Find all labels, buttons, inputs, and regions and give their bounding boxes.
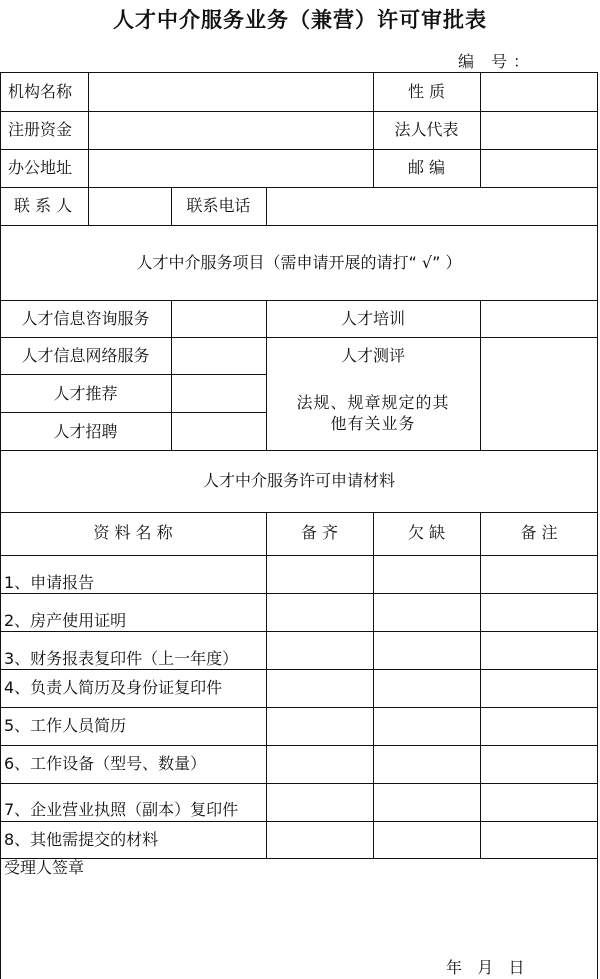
org-name-label: 机构名称 (8, 82, 73, 101)
service-training: 人才培训 (340, 309, 405, 328)
material-row: 3、财务报表复印件（上一年度） (4, 649, 239, 668)
date-label: 年 月 日 (446, 958, 525, 977)
row-divider (0, 374, 266, 375)
row-divider (0, 187, 598, 188)
material-row: 4、负责人简历及身份证复印件 (4, 678, 223, 697)
contact-label: 联 系 人 (14, 196, 73, 215)
column-header-remarks: 备 注 (520, 523, 558, 542)
row-divider (0, 555, 598, 556)
col-divider (171, 300, 172, 450)
row-divider (0, 337, 598, 338)
legal-rep-label: 法人代表 (394, 120, 459, 139)
material-row: 6、工作设备（型号、数量） (4, 754, 207, 773)
row-divider (0, 631, 598, 632)
row-divider (0, 149, 598, 150)
row-divider (0, 669, 598, 670)
material-row: 5、工作人员简历 (4, 716, 127, 735)
service-assessment: 人才测评 (340, 346, 405, 365)
row-divider (0, 858, 598, 859)
capital-label: 注册资金 (8, 120, 73, 139)
address-label: 办公地址 (8, 158, 73, 177)
col-divider (88, 72, 89, 225)
serial-number-label: 编 号： (458, 52, 536, 71)
service-other-line2: 他有关业务 (330, 414, 416, 433)
nature-label: 性 质 (407, 82, 446, 101)
row-divider (0, 111, 598, 112)
material-row: 8、其他需提交的材料 (4, 830, 159, 849)
row-divider (0, 593, 598, 594)
service-recommend: 人才推荐 (53, 384, 118, 403)
row-divider (0, 821, 598, 822)
service-recruit: 人才招聘 (53, 422, 118, 441)
services-heading: 人才中介服务项目（需申请开展的请打“ √” ） (136, 253, 462, 272)
material-row: 2、房产使用证明 (4, 611, 127, 630)
service-other-line1: 法规、规章规定的其 (296, 393, 450, 412)
service-info-network: 人才信息网络服务 (21, 346, 150, 365)
postcode-label: 邮 编 (407, 158, 446, 177)
col-divider (480, 300, 481, 450)
row-divider (0, 300, 598, 301)
col-divider (480, 72, 481, 187)
column-header-missing: 欠 缺 (407, 523, 446, 542)
row-divider (0, 225, 598, 226)
signature-label: 受理人签章 (4, 858, 85, 877)
material-row: 1、申请报告 (4, 573, 95, 592)
materials-heading: 人才中介服务许可申请材料 (202, 471, 395, 490)
row-divider (0, 412, 266, 413)
col-divider (266, 187, 267, 225)
row-divider (0, 512, 598, 513)
service-info-consulting: 人才信息咨询服务 (21, 309, 150, 328)
column-header-complete: 备 齐 (300, 523, 339, 542)
material-row: 7、企业营业执照（副本）复印件 (4, 800, 239, 819)
row-divider (0, 450, 598, 451)
row-divider (0, 745, 598, 746)
col-divider (373, 512, 374, 858)
form-title: 人才中介服务业务（兼营）许可审批表 (113, 8, 487, 32)
col-divider (266, 512, 267, 858)
row-divider (0, 783, 598, 784)
phone-label: 联系电话 (186, 196, 251, 215)
col-divider (480, 512, 481, 858)
column-header-material-name: 资 料 名 称 (93, 523, 173, 542)
row-divider (0, 707, 598, 708)
